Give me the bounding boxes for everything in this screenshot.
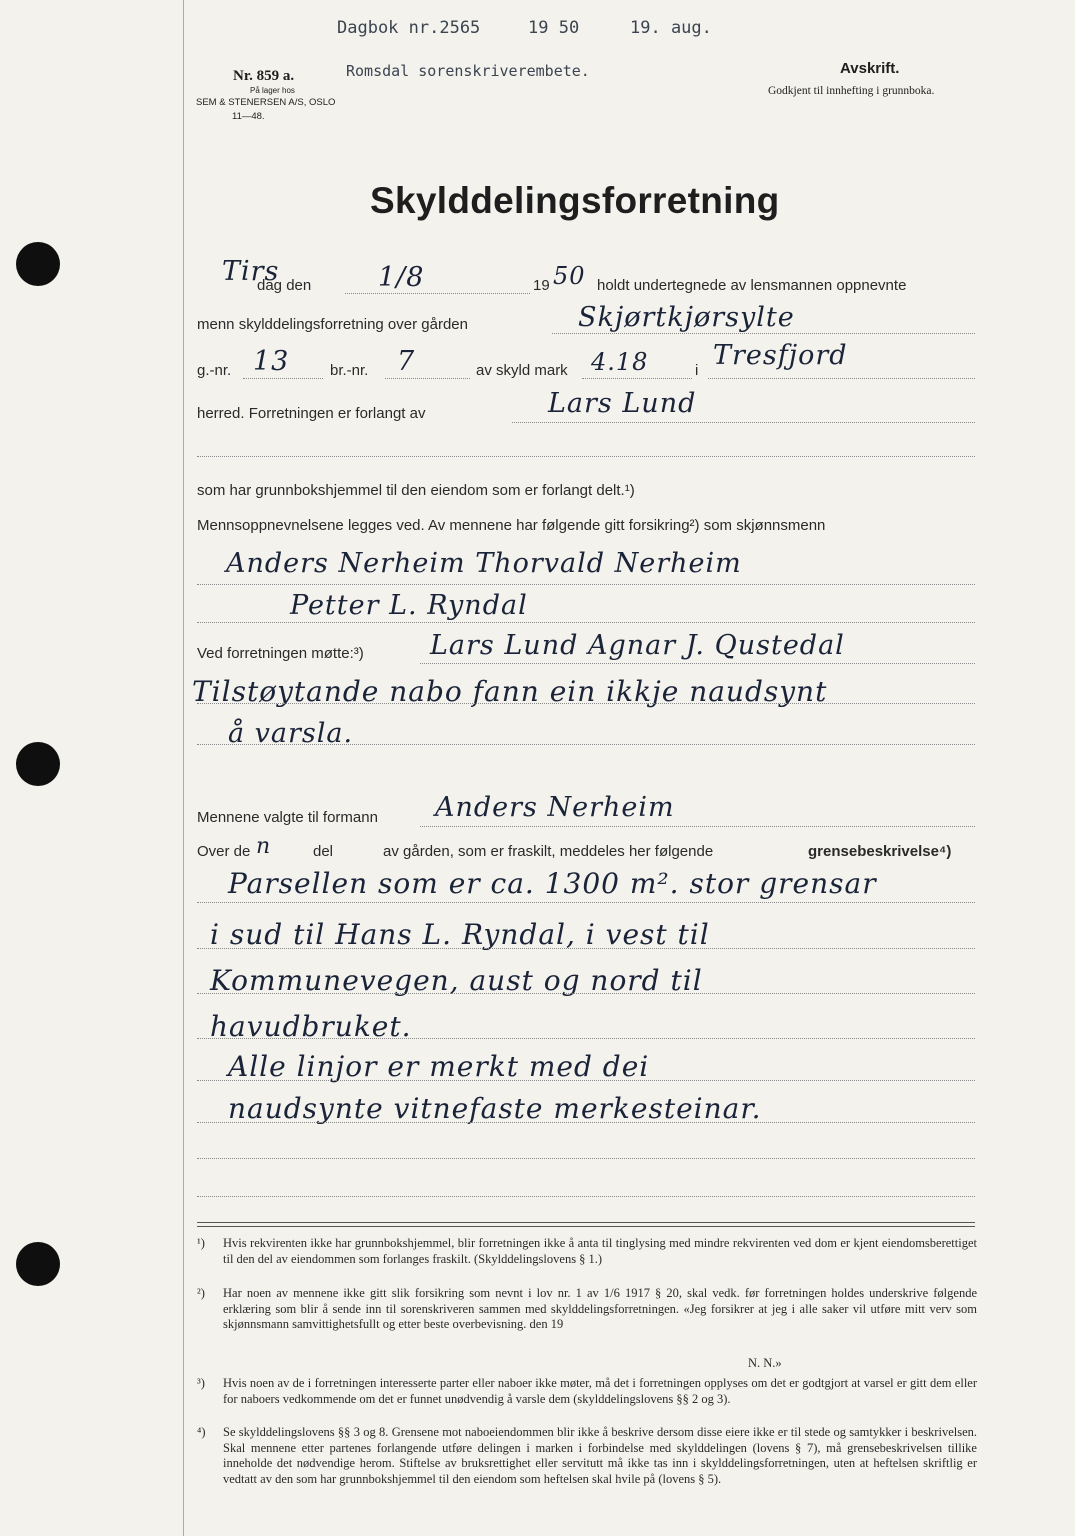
hand-grense-2: i sud til Hans L. Ryndal, i vest til xyxy=(210,918,710,951)
skjonnsmenn-line-2 xyxy=(197,622,975,623)
grense-line-4 xyxy=(197,1038,975,1039)
mote-line-3 xyxy=(197,744,975,745)
form-number: Nr. 859 a. xyxy=(233,68,295,84)
stamp-dagbok: Dagbok nr.2565 xyxy=(337,18,481,38)
footnote-rule-2 xyxy=(197,1226,975,1227)
day-suffix-label: dag den xyxy=(257,277,312,294)
stamp-office: Romsdal sorenskriverembete. xyxy=(346,62,590,80)
herred-label: herred. Forretningen er forlangt av xyxy=(197,405,426,422)
farm-label: menn skylddelingsforretning over gården xyxy=(197,316,468,333)
mennsopp-text: Mennsoppnevnelsene legges ved. Av mennene har følgende gitt forsikring²) som skjønnsmenn xyxy=(197,517,826,534)
hand-herred: Tresfjord xyxy=(713,340,848,371)
footnote-1 xyxy=(197,1236,977,1267)
margin-line xyxy=(183,0,184,1536)
hjemmel-text: som har grunnbokshjemmel til den eiendom som er forlangt delt.¹) xyxy=(197,482,635,499)
blank-line-1 xyxy=(197,456,975,457)
over-de-label: Over de xyxy=(197,843,251,860)
hand-year: 50 xyxy=(553,262,586,290)
footnote-1-num: ¹) xyxy=(197,1236,205,1250)
brnr-label: br.-nr. xyxy=(330,362,369,379)
grense-label: grensebeskrivelse⁴) xyxy=(808,843,952,860)
footnote-2-signature: N. N.» xyxy=(748,1356,782,1370)
hand-date: 1/8 xyxy=(378,262,425,293)
year-prefix: 19 xyxy=(533,277,550,294)
footnote-rule-1 xyxy=(197,1222,975,1223)
hand-mote-1: Lars Lund Agnar J. Qustedal xyxy=(430,630,845,661)
grense-line-2 xyxy=(197,948,975,949)
footnote-4-text: Se skylddelingslovens §§ 3 og 8. Grensene mot naboeiendommen blir ikke å beskrive dersom disse eiere ikke er til stede og samtykker i beskrivelsen. Skal mennene etter partenes forlangende utføre delingen i marken i forbindelse med skylddelingen (lovens § 7), må grensebeskrivelsen tillike inneholde det nødvendige herom. Stiftelse av bruksrettighet eller servitutt må ikke tas inn i skylddelingsforretningen, uten at heftelsen skriftlig er vedtatt av den som har grunnbokshjemmel til den eiendom som heftelsen skal hvile på (lovens § 5). xyxy=(223,1425,977,1486)
footnote-3 xyxy=(197,1376,977,1407)
copy-label: Avskrift. xyxy=(840,60,900,77)
footnote-1-text: Hvis rekvirenten ikke har grunnbokshjemmel, blir forretningen ikke å anta til tinglysing med mindre rekvirenten ved dom er kjent eiendomsberettiget til den del av eiendommen som forlanges fraskilt. (Skylddelingslovens § 1.) xyxy=(223,1236,977,1266)
stamp-year: 19 50 xyxy=(528,18,580,38)
hand-farm: Skjørtkjørsylte xyxy=(578,302,795,333)
hand-formann: Anders Nerheim xyxy=(435,792,675,823)
printer-line-1: På lager hos xyxy=(250,86,295,95)
formann-label: Mennene valgte til formann xyxy=(197,809,378,826)
mote-line-2 xyxy=(197,703,975,704)
printer-line-3: 11—48. xyxy=(232,111,265,122)
footnote-3-text: Hvis noen av de i forretningen interesserte parter eller naboer ikke møter, må det i forretningen opplyses om det er godtgjort at varsel er gitt dem eller for naboers vedkommende om det er funnet unødvendig å varsle dem (skylddelingslovens §§ 2 og 3). xyxy=(223,1376,977,1406)
hand-mote-2: Tilstøytande nabo fann ein ikkje naudsynt xyxy=(192,675,828,708)
punch-hole-2 xyxy=(16,742,60,786)
grense-line-3 xyxy=(197,993,975,994)
hand-grense-1: Parsellen som er ca. 1300 m². stor grensar xyxy=(228,867,877,900)
gnr-label: g.-nr. xyxy=(197,362,232,379)
footnote-2-text: Har noen av mennene ikke gitt slik forsikring som nevnt i lov nr. 1 av 1/6 1917 § 20, skal vedk. før forretningen holdes underskrive følgende erklæring som blir å sende inn til sorenskriveren sammen med skylddelingsforretningen. «Jeg forsikrer at jeg i alle saker vil utføre mitt verv som skjønnsmann samvittighetsfullt og etter beste overbevisning. den 19 xyxy=(223,1286,977,1331)
grense-line-8 xyxy=(197,1196,975,1197)
grense-line-7 xyxy=(197,1158,975,1159)
footnote-4-num: ⁴) xyxy=(197,1425,206,1439)
hand-brnr: 7 xyxy=(397,346,416,377)
formann-line xyxy=(420,826,975,827)
footnote-3-num: ³) xyxy=(197,1376,205,1390)
hand-requester: Lars Lund xyxy=(548,388,697,419)
mote-label: Ved forretningen møtte:³) xyxy=(197,645,364,662)
hand-grense-4: havudbruket. xyxy=(210,1010,412,1043)
date-line xyxy=(345,293,530,294)
stamp-date: 19. aug. xyxy=(630,18,712,38)
footnote-4 xyxy=(197,1425,977,1487)
hand-weekday: Tirs xyxy=(222,256,280,287)
i-label: i xyxy=(695,362,699,379)
skyld-label: av skyld mark xyxy=(476,362,568,379)
hand-grense-6: naudsynte vitnefaste merkesteinar. xyxy=(228,1092,762,1125)
hand-gnr: 13 xyxy=(253,346,290,377)
brnr-line xyxy=(385,378,470,379)
grense-line-6 xyxy=(197,1122,975,1123)
hand-grense-3: Kommunevegen, aust og nord til xyxy=(210,964,703,997)
del-label: del xyxy=(313,843,334,860)
copy-note: Godkjent til innhefting i grunnboka. xyxy=(768,85,935,97)
punch-hole-3 xyxy=(16,1242,60,1286)
skyld-line xyxy=(582,378,692,379)
hand-skyld: 4.18 xyxy=(591,348,649,376)
printer-line-2: SEM & STENERSEN A/S, OSLO xyxy=(196,97,336,108)
gnr-line xyxy=(243,378,323,379)
fraskilt-text: av gården, som er fraskilt, meddeles her følgende xyxy=(383,843,714,860)
mote-line-1 xyxy=(420,663,975,664)
footnote-2 xyxy=(197,1286,977,1333)
hand-grense-5: Alle linjor er merkt med dei xyxy=(228,1050,650,1083)
hand-skjonnsmenn-2: Petter L. Ryndal xyxy=(290,590,528,621)
hand-over-de-suffix: n xyxy=(256,834,272,859)
grense-line-1 xyxy=(197,902,975,903)
punch-hole-1 xyxy=(16,242,60,286)
farm-line xyxy=(552,333,975,334)
requester-line xyxy=(512,422,975,423)
herred-line xyxy=(708,378,975,379)
grense-line-5 xyxy=(197,1080,975,1081)
hand-skjonnsmenn-1: Anders Nerheim Thorvald Nerheim xyxy=(226,548,742,579)
page-title: Skylddelingsforretning xyxy=(370,180,780,221)
footnote-2-num: ²) xyxy=(197,1286,205,1300)
hand-mote-3: å varsla. xyxy=(228,718,354,749)
skjonnsmenn-line-1 xyxy=(197,584,975,585)
held-text: holdt undertegnede av lensmannen oppnevnte xyxy=(597,277,907,294)
